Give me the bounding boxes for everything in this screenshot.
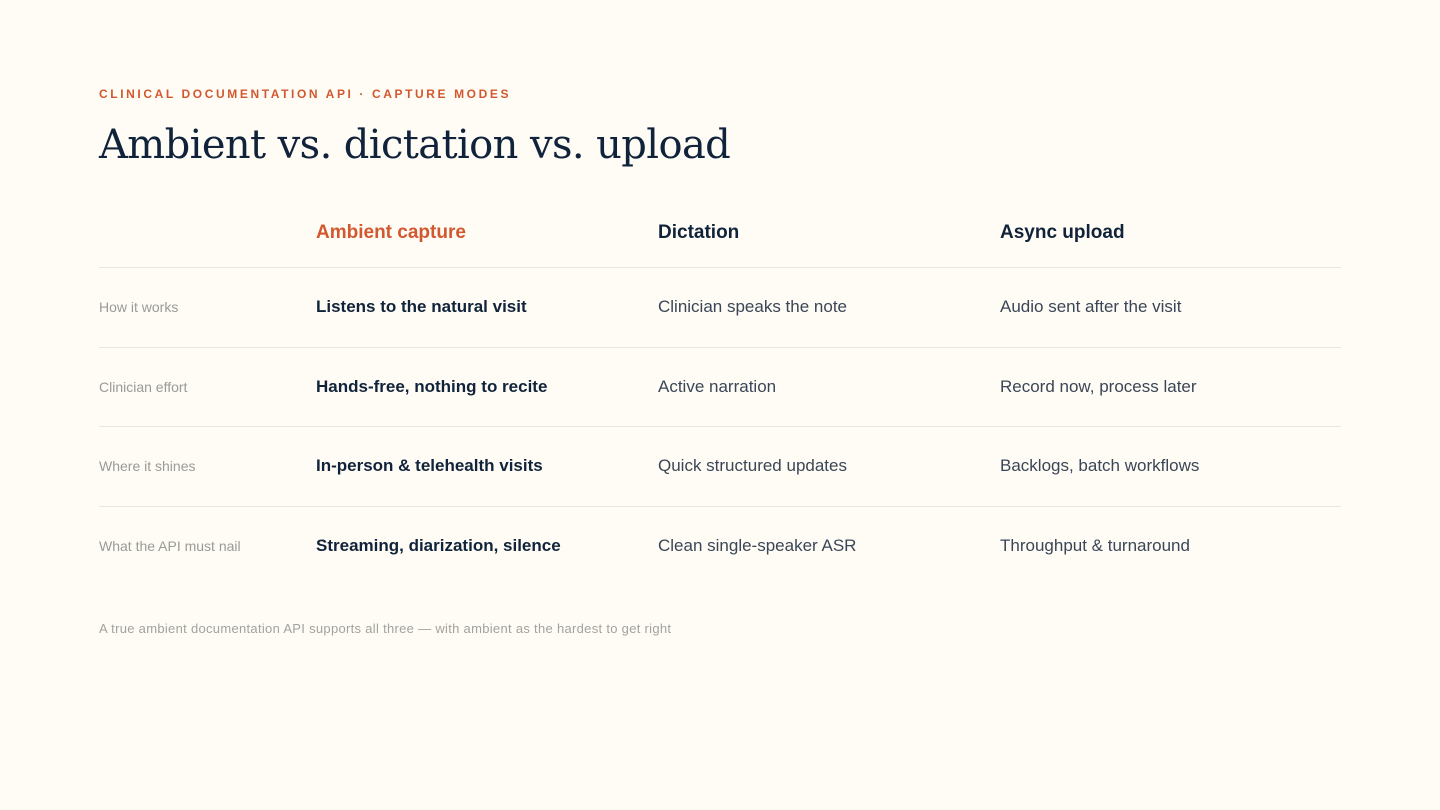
column-header-ambient: Ambient capture xyxy=(316,221,466,243)
table-header-row xyxy=(99,198,1341,267)
row-label: Clinician effort xyxy=(99,378,188,395)
cell-upload: Audio sent after the visit xyxy=(1000,297,1182,317)
eyebrow-label: CLINICAL DOCUMENTATION API · CAPTURE MODES xyxy=(99,87,512,101)
comparison-table xyxy=(99,198,1341,585)
table-row xyxy=(99,267,1341,347)
cell-dictation: Quick structured updates xyxy=(658,456,847,476)
table-row xyxy=(99,506,1341,586)
page-title: Ambient vs. dictation vs. upload xyxy=(99,122,731,168)
cell-upload: Backlogs, batch workflows xyxy=(1000,456,1200,476)
cell-dictation: Clean single-speaker ASR xyxy=(658,535,857,555)
row-label: Where it shines xyxy=(99,458,196,475)
table-row xyxy=(99,426,1341,506)
slide xyxy=(99,0,1341,810)
cell-upload: Record now, process later xyxy=(1000,376,1197,396)
column-header-dictation: Dictation xyxy=(658,221,740,243)
row-label: What the API must nail xyxy=(99,537,241,554)
cell-upload: Throughput & turnaround xyxy=(1000,535,1190,555)
cell-dictation: Clinician speaks the note xyxy=(658,297,848,317)
cell-dictation: Active narration xyxy=(658,376,777,396)
table-row xyxy=(99,347,1341,427)
cell-ambient: Hands-free, nothing to recite xyxy=(316,376,548,396)
cell-ambient: Streaming, diarization, silence xyxy=(316,535,561,555)
cell-ambient: Listens to the natural visit xyxy=(316,297,527,317)
footnote: A true ambient documentation API supports all three — with ambient as the hardest to get right xyxy=(99,621,672,636)
cell-ambient: In-person & telehealth visits xyxy=(316,456,543,476)
column-header-upload: Async upload xyxy=(1000,221,1125,243)
row-label: How it works xyxy=(99,299,179,316)
